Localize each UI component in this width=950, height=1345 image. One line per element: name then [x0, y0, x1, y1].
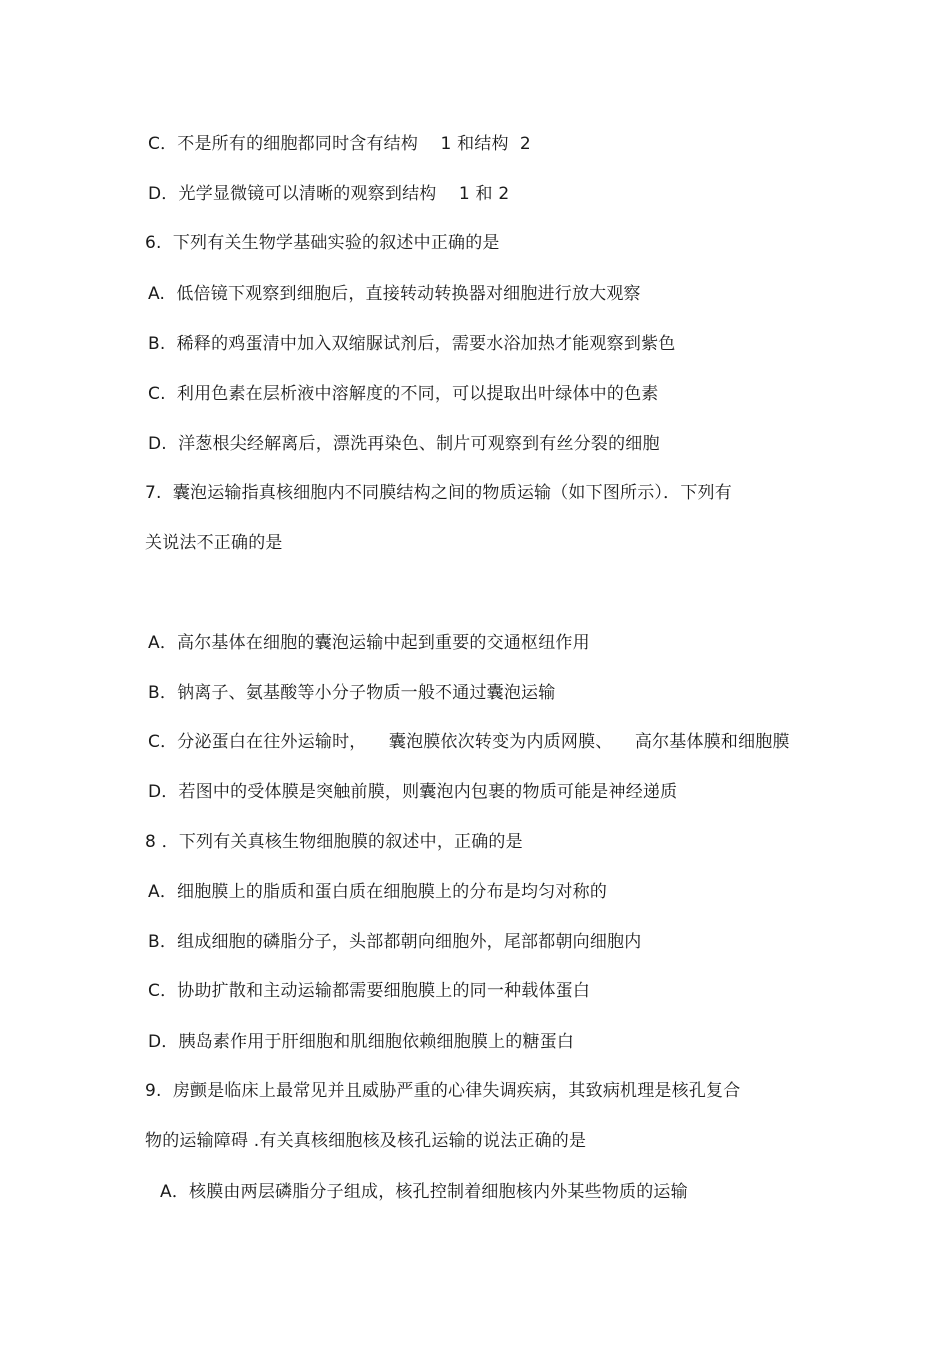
- option-8d: D．胰岛素作用于肝细胞和肌细胞依赖细胞膜上的糖蛋白: [148, 1032, 575, 1052]
- question-9-line-1: 9. 房颤是临床上最常见并且威胁严重的心律失调疾病，其致病机理是核孔复合: [145, 1081, 741, 1101]
- question-9-line-2: 物的运输障碍 .有关真核细胞核及核孔运输的说法正确的是: [145, 1131, 587, 1151]
- option-6d: D. 洋葱根尖经解离后，漂洗再染色、制片可观察到有丝分裂的细胞: [148, 434, 660, 454]
- option-8c: C．协助扩散和主动运输都需要细胞膜上的同一种载体蛋白: [148, 981, 591, 1001]
- option-8a: A．细胞膜上的脂质和蛋白质在细胞膜上的分布是均匀对称的: [148, 882, 608, 902]
- question-7-line-2: 关说法不正确的是: [145, 533, 283, 553]
- option-6a: A. 低倍镜下观察到细胞后，直接转动转换器对细胞进行放大观察: [148, 284, 641, 304]
- option-7b: B．钠离子、氨基酸等小分子物质一般不通过囊泡运输: [148, 683, 556, 703]
- option-6c: C. 利用色素在层析液中溶解度的不同，可以提取出叶绿体中的色素: [148, 384, 659, 404]
- question-8: 8 ．下列有关真核生物细胞膜的叙述中，正确的是: [145, 832, 523, 852]
- question-7-line-1: 7. 囊泡运输指真核细胞内不同膜结构之间的物质运输（如下图所示）．下列有: [145, 483, 732, 503]
- option-5d: D．光学显微镜可以清晰的观察到结构 1 和 2: [148, 184, 510, 204]
- option-7c: C．分泌蛋白在往外运输时， 囊泡膜依次转变为内质网膜、 高尔基体膜和细胞膜: [148, 732, 790, 752]
- option-8b: B．组成细胞的磷脂分子，头部都朝向细胞外，尾部都朝向细胞内: [148, 932, 642, 952]
- option-5c: C．不是所有的细胞都同时含有结构 1 和结构 2: [148, 134, 531, 154]
- question-6: 6. 下列有关生物学基础实验的叙述中正确的是: [145, 233, 500, 253]
- option-7a: A．高尔基体在细胞的囊泡运输中起到重要的交通枢纽作用: [148, 633, 590, 653]
- option-6b: B. 稀释的鸡蛋清中加入双缩脲试剂后，需要水浴加热才能观察到紫色: [148, 334, 676, 354]
- option-7d: D．若图中的受体膜是突触前膜，则囊泡内包裹的物质可能是神经递质: [148, 782, 678, 802]
- option-9a: A．核膜由两层磷脂分子组成，核孔控制着细胞核内外某些物质的运输: [160, 1182, 688, 1202]
